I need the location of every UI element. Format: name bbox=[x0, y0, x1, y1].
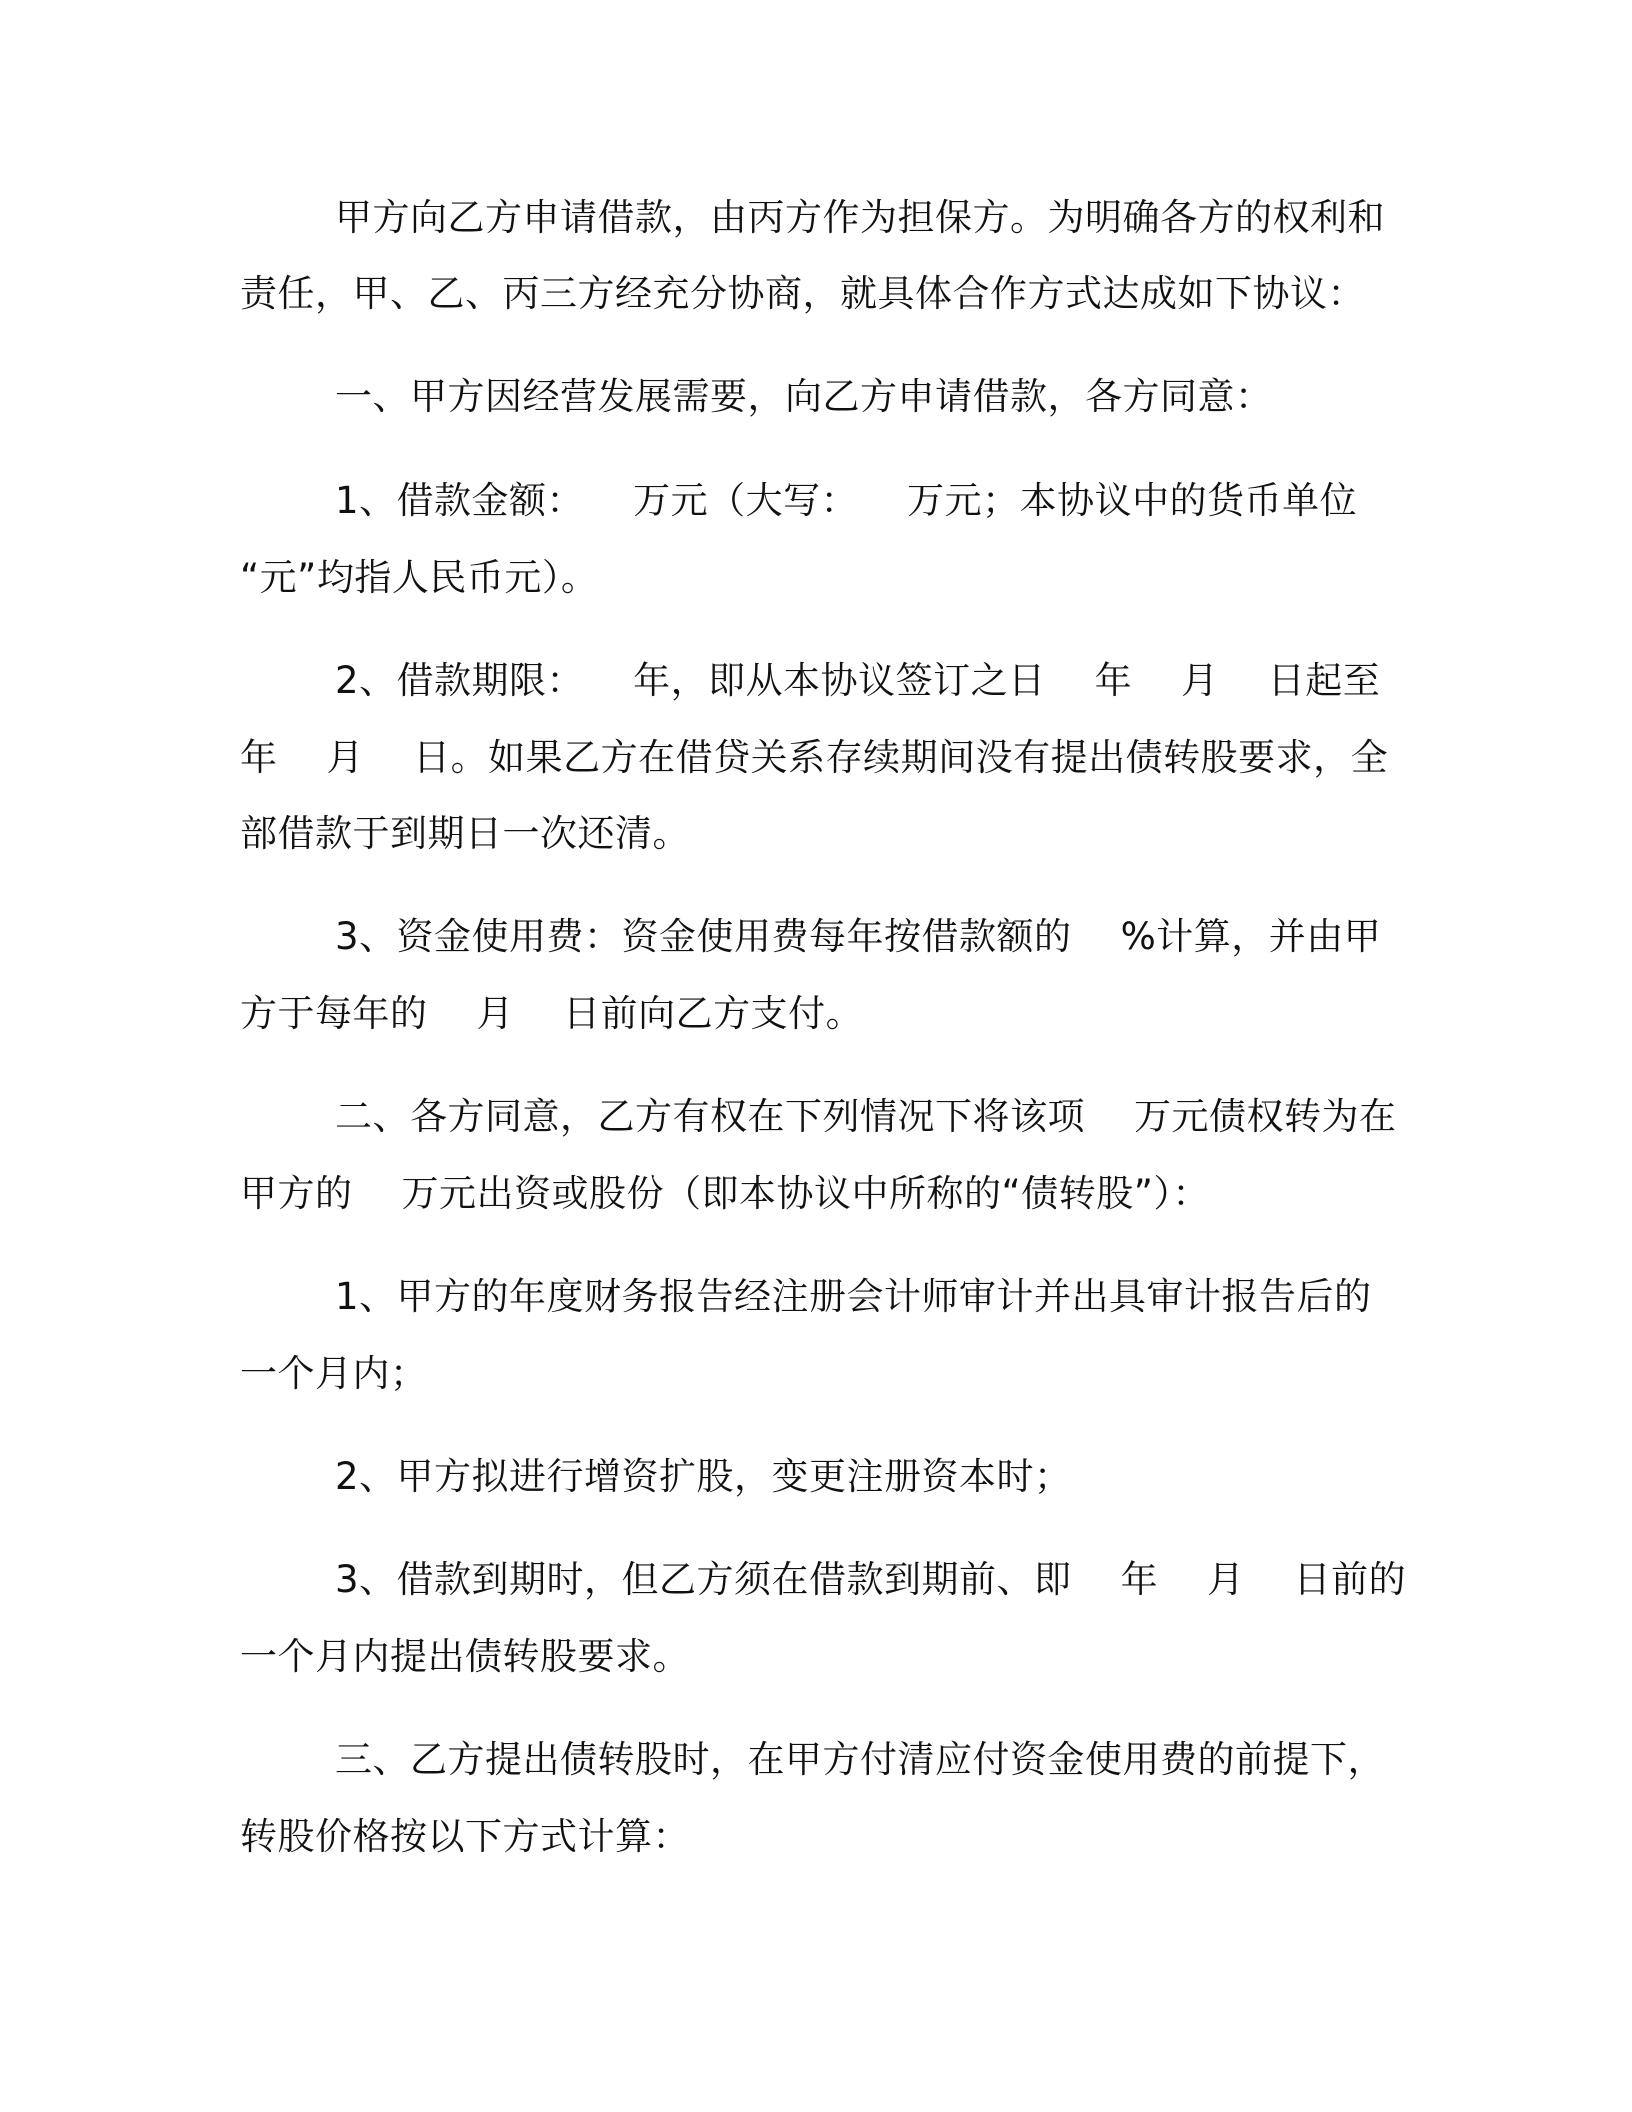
item-2-3-line-2: 一个月内提出债转股要求。 bbox=[240, 1635, 690, 1678]
section-1-heading: 一、甲方因经营发展需要，向乙方申请借款，各方同意： bbox=[335, 375, 1273, 418]
section-2-line-2: 甲方的 万元出资或股份（即本协议中所称的“债转股”）： bbox=[240, 1172, 1210, 1215]
section-3-line-1: 三、乙方提出债转股时，在甲方付清应付资金使用费的前提下， bbox=[335, 1738, 1385, 1781]
item-1-2-line-2: 年 月 日。如果乙方在借贷关系存续期间没有提出债转股要求，全 bbox=[240, 736, 1389, 779]
item-1-3-line-1: 3、资金使用费：资金使用费每年按借款额的 %计算，并由甲 bbox=[335, 915, 1382, 958]
section-3-line-2: 转股价格按以下方式计算： bbox=[240, 1815, 690, 1858]
para-intro-line-2: 责任，甲、乙、丙三方经充分协商，就具体合作方式达成如下协议： bbox=[240, 272, 1365, 315]
section-2-line-1: 二、各方同意，乙方有权在下列情况下将该项 万元债权转为在 bbox=[335, 1095, 1397, 1138]
item-2-1-line-1: 1、甲方的年度财务报告经注册会计师审计并出具审计报告后的 bbox=[335, 1275, 1372, 1318]
item-1-1-line-1: 1、借款金额： 万元（大写： 万元；本协议中的货币单位 bbox=[335, 479, 1358, 522]
item-2-2: 2、甲方拟进行增资扩股，变更注册资本时； bbox=[335, 1455, 1072, 1498]
item-1-2-line-3: 部借款于到期日一次还清。 bbox=[240, 812, 690, 855]
item-2-1-line-2: 一个月内； bbox=[240, 1352, 428, 1395]
item-1-1-line-2: “元”均指人民币元）。 bbox=[240, 556, 599, 599]
item-2-3-line-1: 3、借款到期时，但乙方须在借款到期前、即 年 月 日前的 bbox=[335, 1558, 1407, 1601]
item-1-3-line-2: 方于每年的 月 日前向乙方支付。 bbox=[240, 992, 864, 1035]
para-intro-line-1: 甲方向乙方申请借款，由丙方作为担保方。为明确各方的权利和 bbox=[335, 196, 1385, 239]
item-1-2-line-1: 2、借款期限： 年，即从本协议签订之日 年 月 日起至 bbox=[335, 659, 1381, 702]
